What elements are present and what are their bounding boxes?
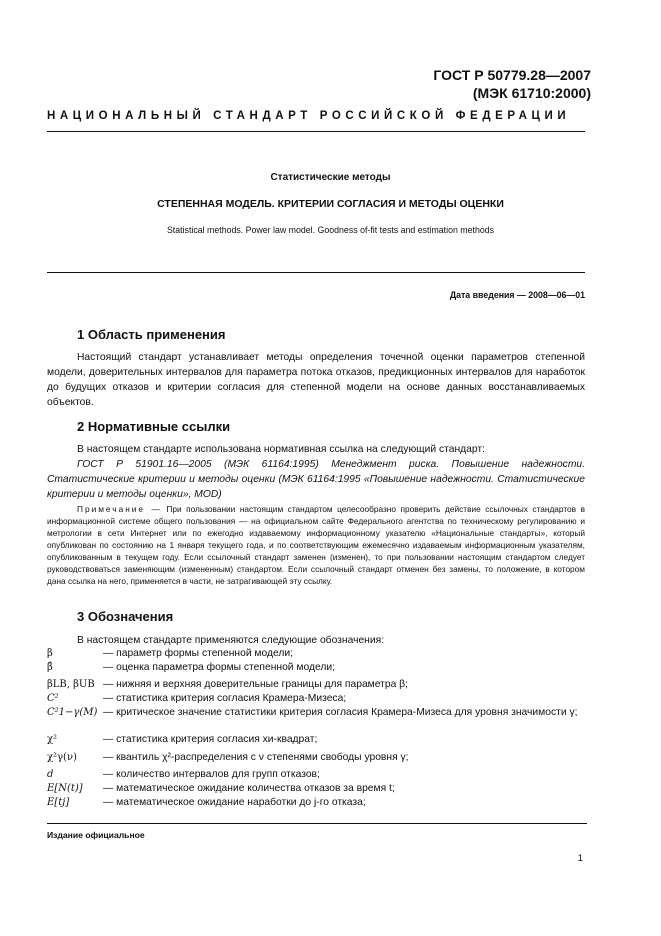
symbol-definition: — математическое ожидание количества отказов за время t; [103,783,395,794]
symbol-row [47,751,587,765]
symbol-row [47,768,587,782]
symbol-definition: — параметр формы степенной модели; [103,648,294,659]
page-number: 1 [577,853,583,864]
symbol-definition: — количество интервалов для групп отказов; [103,769,320,780]
symbol-row [47,661,587,675]
symbol-definition: — квантиль χ²-распределения с ν степенями свободы уровня γ; [103,752,409,763]
symbol: C²1−γ(M) [47,707,98,718]
section-2-note [47,503,585,587]
symbol: E[N(t)] [47,783,83,794]
section-3-lead: В настоящем стандарте применяются следующие обозначения: [77,635,385,646]
section-2-heading: 2 Нормативные ссылки [77,419,231,434]
symbol: C² [47,693,59,704]
standard-subtitle: Статистические методы [270,172,391,183]
section-1-heading: 1 Область применения [77,327,226,342]
symbol: β [47,648,53,659]
symbol-row [47,647,587,661]
symbol: βLB, βUB [47,679,95,690]
symbol-row [47,796,587,810]
symbol-row [47,782,587,796]
iec-number: (МЭК 61710:2000) [472,85,591,101]
standard-title: СТЕПЕННАЯ МОДЕЛЬ. КРИТЕРИИ СОГЛАСИЯ И МЕТОДЫ ОЦЕНКИ [157,198,504,210]
intro-date: Дата введения — 2008—06—01 [449,290,585,300]
symbol-definition: — статистика критерия согласия Крамера-Мизеса; [103,693,347,704]
standard-title-english: Statistical methods. Power law model. Goodness of-fit tests and estimation methods [166,225,495,235]
symbol-row [47,706,587,720]
symbol-row [47,733,587,747]
symbol-definition: — математическое ожидание наработки до j-го отказа; [103,797,366,808]
symbol-definition: — нижняя и верхняя доверительные границы для параметра β; [103,679,408,690]
symbol-row [47,678,587,692]
title-rule [47,272,585,273]
banner-rule [47,131,585,132]
note-label: Примечание — [77,504,162,514]
section-1-text: Настоящий стандарт устанавливает методы определения точечной оценки параметров степенной модели, доверительных интервалов для параметра потока отказов, предикционных интервалов для наработок до будущих отказов и критерии согласия для степенной модели на основе данных восстанавливаемых объектов. [47,352,585,408]
symbol: d [47,769,54,780]
section-2-lead: В настоящем стандарте использована нормативная ссылка на следующий стандарт: [77,444,485,455]
symbol-row [47,692,587,706]
symbol-definition: — статистика критерия согласия хи-квадрат; [103,734,318,745]
symbol-definition: — критическое значение статистики критерия согласия Крамера-Мизеса для уровня значимости γ; [103,707,578,718]
section-3-heading: 3 Обозначения [77,609,174,624]
official-edition-label: Издание официальное [47,830,145,840]
normative-reference: ГОСТ Р 51901.16—2005 (МЭК 61164:1995) Менеджмент риска. Повышение надежности. Статистические критерии и методы оценки (МЭК 61164:1995 «Повышение надежности. Статистические критерии и методы оценки», MOD) [47,459,585,500]
symbol: β̂ [47,662,53,673]
symbol: E[tj] [47,797,70,808]
note-text: При пользовании настоящим стандартом целесообразно проверить действие ссылочных стандартов в информационной системе общего пользования — на официальном сайте Федерального агентства по техническому регулированию и метрологии в сети Интернет или по ежегодно издаваемому информационному указателю «Национальные стандарты», который опубликован по состоянию на 1 января текущего года, и по соответствующим ежемесячно издаваемым информационным указателям, опубликованным в текущем году. Если ссылочный стандарт заменен (изменен), то при пользовании настоящим стандартом следует руководствоваться заменяющим (измененным) стандартом. Если ссылочный стандарт отменен без замены, то положение, в котором дана ссылка на него, применяется в части, не затрагивающей эту ссылку. [47,504,586,586]
symbol: χ² [47,734,58,745]
gost-number: ГОСТ Р 50779.28—2007 [433,67,591,83]
document-code [433,66,591,102]
national-standard-banner: НАЦИОНАЛЬНЫЙ СТАНДАРТ РОССИЙСКОЙ ФЕДЕРАЦИИ [47,110,571,122]
footer-rule [47,823,587,824]
symbol: χ²γ(ν) [47,752,77,763]
symbol-definition: — оценка параметра формы степенной модели; [103,662,335,673]
